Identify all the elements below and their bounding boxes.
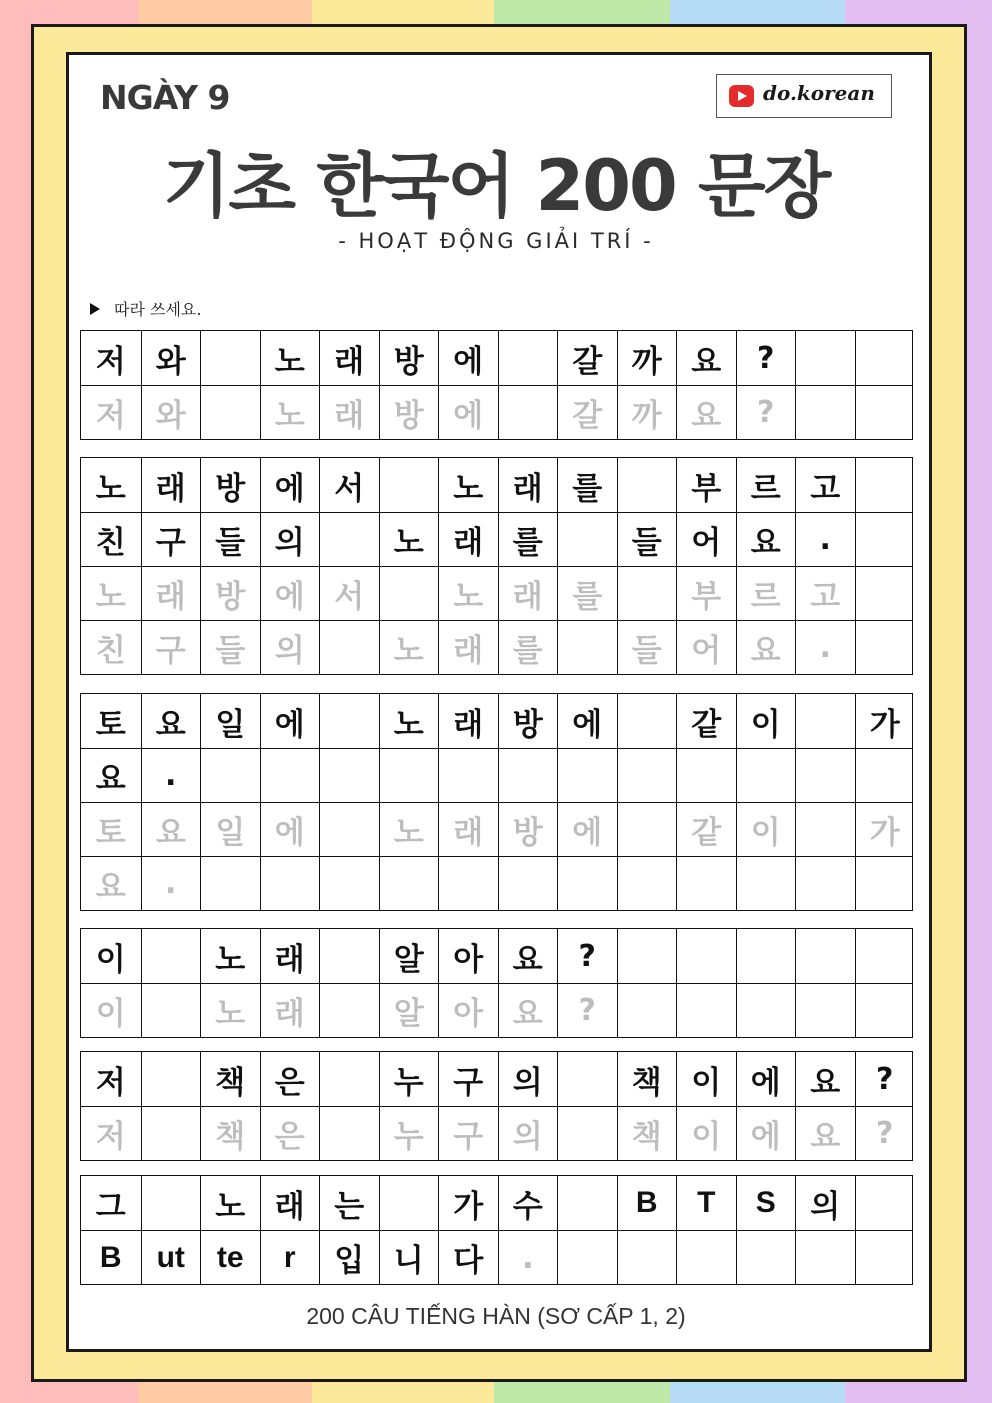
model-cell: . bbox=[141, 749, 201, 802]
model-cell: 래 bbox=[319, 331, 379, 385]
trace-cell[interactable]: 노 bbox=[438, 567, 498, 620]
trace-cell[interactable]: ? bbox=[557, 984, 617, 1037]
trace-cell[interactable]: 이 bbox=[736, 803, 796, 856]
trace-cell[interactable]: 래 bbox=[141, 567, 201, 620]
model-cell bbox=[855, 1176, 915, 1230]
model-cell bbox=[557, 513, 617, 566]
trace-cell[interactable]: 요 bbox=[498, 984, 558, 1037]
model-cell: 토 bbox=[95, 706, 126, 743]
model-cell bbox=[557, 1176, 617, 1230]
trace-cell[interactable]: 책 bbox=[200, 1107, 260, 1160]
model-cell: T bbox=[676, 1176, 736, 1230]
model-cell bbox=[141, 1052, 201, 1106]
model-cell bbox=[795, 749, 855, 802]
model-cell: 같 bbox=[676, 694, 736, 748]
trace-cell[interactable] bbox=[438, 857, 498, 910]
trace-cell[interactable]: 노 bbox=[200, 984, 260, 1037]
trace-cell[interactable]: 방 bbox=[200, 567, 260, 620]
model-cell: 노 bbox=[200, 929, 260, 983]
model-cell: 요 bbox=[498, 929, 558, 983]
model-cell: 에 bbox=[557, 694, 617, 748]
model-cell bbox=[141, 1176, 201, 1230]
trace-cell[interactable]: 에 bbox=[260, 567, 320, 620]
instruction bbox=[90, 297, 201, 320]
model-cell: ? bbox=[855, 1052, 915, 1106]
trace-cell[interactable]: 에 bbox=[736, 1107, 796, 1160]
model-row bbox=[81, 458, 912, 512]
exercise-block bbox=[80, 457, 913, 675]
model-cell bbox=[676, 749, 736, 802]
trace-cell[interactable] bbox=[379, 567, 439, 620]
model-row bbox=[81, 748, 912, 802]
trace-row bbox=[81, 983, 912, 1037]
trace-cell[interactable] bbox=[855, 984, 915, 1037]
model-cell bbox=[557, 1052, 617, 1106]
model-cell bbox=[319, 749, 379, 802]
trace-cell[interactable] bbox=[855, 386, 915, 439]
model-row bbox=[81, 929, 912, 983]
model-cell: 를 bbox=[498, 513, 558, 566]
model-cell: . bbox=[795, 513, 855, 566]
trace-cell[interactable]: 일 bbox=[200, 803, 260, 856]
model-cell: ut bbox=[141, 1231, 201, 1284]
trace-cell[interactable]: 저 bbox=[95, 398, 126, 434]
model-cell bbox=[319, 694, 379, 748]
model-cell bbox=[379, 1176, 439, 1230]
trace-cell[interactable]: 래 bbox=[438, 803, 498, 856]
trace-cell[interactable] bbox=[319, 803, 379, 856]
model-cell: 요 bbox=[95, 761, 126, 797]
trace-cell[interactable]: 를 bbox=[557, 567, 617, 620]
model-cell: 다 bbox=[438, 1231, 498, 1284]
model-cell: 가 bbox=[438, 1176, 498, 1230]
model-cell: 서 bbox=[319, 458, 379, 512]
model-cell: 방 bbox=[498, 694, 558, 748]
model-cell: 래 bbox=[438, 513, 498, 566]
model-cell bbox=[557, 749, 617, 802]
model-cell: 저 bbox=[95, 343, 126, 380]
model-cell: 노 bbox=[260, 331, 320, 385]
model-cell: 책 bbox=[200, 1052, 260, 1106]
trace-cell[interactable]: 노 bbox=[379, 803, 439, 856]
model-row bbox=[81, 1230, 912, 1284]
model-cell: ? bbox=[557, 929, 617, 983]
model-cell: 니 bbox=[379, 1231, 439, 1284]
model-cell bbox=[617, 929, 677, 983]
trace-cell[interactable] bbox=[498, 386, 558, 439]
trace-cell[interactable]: 누 bbox=[379, 1107, 439, 1160]
trace-cell[interactable] bbox=[319, 621, 379, 674]
channel-badge[interactable] bbox=[716, 74, 892, 118]
trace-cell[interactable]: 를 bbox=[498, 621, 558, 674]
trace-cell[interactable] bbox=[795, 857, 855, 910]
exercise-block bbox=[80, 330, 913, 440]
model-cell bbox=[379, 749, 439, 802]
trace-cell[interactable]: ? bbox=[855, 1107, 915, 1160]
trace-cell: . bbox=[498, 1231, 558, 1284]
model-cell: 방 bbox=[379, 331, 439, 385]
model-cell bbox=[736, 929, 796, 983]
trace-cell[interactable]: 가 bbox=[855, 803, 915, 856]
exercise-block bbox=[80, 1175, 913, 1285]
exercise-block bbox=[80, 1051, 913, 1161]
model-cell: 래 bbox=[438, 694, 498, 748]
trace-cell[interactable]: 이 bbox=[676, 1107, 736, 1160]
model-cell: 노 bbox=[438, 458, 498, 512]
trace-cell[interactable]: 에 bbox=[557, 803, 617, 856]
model-cell bbox=[498, 331, 558, 385]
trace-cell[interactable] bbox=[617, 857, 677, 910]
model-cell bbox=[855, 929, 915, 983]
model-row bbox=[81, 512, 912, 566]
model-cell: 이 bbox=[676, 1052, 736, 1106]
trace-row bbox=[81, 802, 912, 856]
trace-cell[interactable] bbox=[319, 984, 379, 1037]
trace-cell[interactable]: 부 bbox=[676, 567, 736, 620]
trace-cell[interactable]: 서 bbox=[319, 567, 379, 620]
trace-cell[interactable]: 노 bbox=[95, 579, 126, 615]
trace-cell[interactable] bbox=[557, 1107, 617, 1160]
model-cell: 갈 bbox=[557, 331, 617, 385]
trace-cell[interactable]: 방 bbox=[379, 386, 439, 439]
model-cell bbox=[855, 513, 915, 566]
model-cell: 요 bbox=[795, 1052, 855, 1106]
trace-cell[interactable]: 요 bbox=[95, 869, 126, 905]
model-cell: 고 bbox=[795, 458, 855, 512]
model-cell: 의 bbox=[498, 1052, 558, 1106]
trace-cell[interactable]: 같 bbox=[676, 803, 736, 856]
trace-cell[interactable]: 고 bbox=[795, 567, 855, 620]
trace-cell[interactable]: 이 bbox=[95, 996, 126, 1032]
trace-cell[interactable]: 노 bbox=[379, 621, 439, 674]
model-cell: 입 bbox=[319, 1231, 379, 1284]
trace-cell[interactable] bbox=[379, 857, 439, 910]
trace-cell[interactable]: . bbox=[795, 621, 855, 674]
model-cell bbox=[379, 458, 439, 512]
trace-cell[interactable]: 책 bbox=[617, 1107, 677, 1160]
model-cell: 래 bbox=[141, 458, 201, 512]
model-cell: 노 bbox=[200, 1176, 260, 1230]
model-cell bbox=[855, 331, 915, 385]
trace-cell[interactable] bbox=[736, 857, 796, 910]
footer-caption: 200 CÂU TIẾNG HÀN (SƠ CẤP 1, 2) bbox=[306, 1303, 686, 1329]
trace-cell[interactable]: 요 bbox=[141, 803, 201, 856]
instruction-text: 따라 쓰세요. bbox=[114, 300, 202, 319]
model-cell bbox=[736, 1231, 796, 1284]
model-cell bbox=[855, 749, 915, 802]
model-cell bbox=[319, 929, 379, 983]
exercise-block bbox=[80, 693, 913, 911]
trace-cell[interactable] bbox=[200, 386, 260, 439]
channel-name: do.korean bbox=[763, 81, 875, 105]
model-cell bbox=[617, 694, 677, 748]
model-cell bbox=[260, 749, 320, 802]
model-cell: 까 bbox=[617, 331, 677, 385]
model-cell bbox=[498, 749, 558, 802]
model-row bbox=[81, 1052, 912, 1106]
model-cell bbox=[617, 458, 677, 512]
model-cell: 를 bbox=[557, 458, 617, 512]
trace-cell[interactable] bbox=[557, 857, 617, 910]
model-cell: 래 bbox=[498, 458, 558, 512]
trace-cell[interactable]: 방 bbox=[498, 803, 558, 856]
model-cell bbox=[676, 1231, 736, 1284]
model-cell bbox=[795, 929, 855, 983]
trace-cell[interactable]: 토 bbox=[95, 815, 126, 851]
trace-cell[interactable]: 알 bbox=[379, 984, 439, 1037]
trace-cell[interactable]: 들 bbox=[200, 621, 260, 674]
trace-cell[interactable] bbox=[676, 984, 736, 1037]
model-cell bbox=[736, 749, 796, 802]
trace-cell[interactable] bbox=[141, 984, 201, 1037]
trace-cell[interactable]: 까 bbox=[617, 386, 677, 439]
model-cell bbox=[617, 1231, 677, 1284]
model-cell: 요 bbox=[676, 331, 736, 385]
model-cell: 의 bbox=[795, 1176, 855, 1230]
trace-cell[interactable] bbox=[557, 621, 617, 674]
model-cell: te bbox=[200, 1231, 260, 1284]
model-cell: 부 bbox=[676, 458, 736, 512]
model-cell: 에 bbox=[438, 331, 498, 385]
trace-cell[interactable]: 저 bbox=[95, 1119, 126, 1155]
model-cell bbox=[795, 1231, 855, 1284]
trace-cell[interactable]: 래 bbox=[319, 386, 379, 439]
trace-cell[interactable]: 노 bbox=[260, 386, 320, 439]
model-cell: 요 bbox=[141, 694, 201, 748]
model-cell: 구 bbox=[141, 513, 201, 566]
trace-cell[interactable]: 에 bbox=[260, 803, 320, 856]
model-cell bbox=[319, 1052, 379, 1106]
model-row bbox=[81, 1176, 912, 1230]
model-cell: B bbox=[617, 1176, 677, 1230]
model-cell bbox=[617, 749, 677, 802]
trace-row bbox=[81, 620, 912, 674]
model-cell: 친 bbox=[95, 525, 126, 561]
model-cell: 들 bbox=[200, 513, 260, 566]
model-cell: 아 bbox=[438, 929, 498, 983]
model-cell: 그 bbox=[95, 1188, 126, 1225]
model-cell: 에 bbox=[260, 694, 320, 748]
model-cell bbox=[200, 331, 260, 385]
trace-row bbox=[81, 856, 912, 910]
model-cell: 누 bbox=[379, 1052, 439, 1106]
trace-cell[interactable] bbox=[795, 803, 855, 856]
model-cell: 구 bbox=[438, 1052, 498, 1106]
model-cell: 에 bbox=[736, 1052, 796, 1106]
model-cell: 노 bbox=[95, 470, 126, 507]
page-title: 기초 한국어 200 문장 bbox=[162, 145, 830, 227]
trace-cell[interactable]: 구 bbox=[141, 621, 201, 674]
trace-cell[interactable]: 래 bbox=[498, 567, 558, 620]
trace-cell[interactable] bbox=[200, 857, 260, 910]
model-cell: 요 bbox=[736, 513, 796, 566]
model-cell: 알 bbox=[379, 929, 439, 983]
model-cell bbox=[855, 1231, 915, 1284]
model-cell: S bbox=[736, 1176, 796, 1230]
trace-cell[interactable]: 르 bbox=[736, 567, 796, 620]
trace-cell[interactable]: 친 bbox=[95, 633, 126, 669]
trace-cell[interactable]: 에 bbox=[438, 386, 498, 439]
model-cell: 와 bbox=[141, 331, 201, 385]
model-cell: 들 bbox=[617, 513, 677, 566]
model-cell: 는 bbox=[319, 1176, 379, 1230]
trace-cell[interactable]: 요 bbox=[676, 386, 736, 439]
trace-cell[interactable] bbox=[319, 1107, 379, 1160]
trace-cell[interactable] bbox=[736, 984, 796, 1037]
trace-cell[interactable] bbox=[795, 386, 855, 439]
model-cell: B bbox=[99, 1240, 122, 1274]
trace-cell[interactable] bbox=[855, 567, 915, 620]
model-cell bbox=[200, 749, 260, 802]
model-cell: 어 bbox=[676, 513, 736, 566]
trace-cell[interactable]: 래 bbox=[260, 984, 320, 1037]
model-cell: r bbox=[260, 1231, 320, 1284]
model-cell: 일 bbox=[200, 694, 260, 748]
trace-cell[interactable] bbox=[855, 621, 915, 674]
model-row bbox=[81, 331, 912, 385]
trace-cell[interactable]: 요 bbox=[795, 1107, 855, 1160]
page-subtitle: - HOẠT ĐỘNG GIẢI TRÍ - bbox=[338, 229, 654, 253]
model-cell: 래 bbox=[260, 1176, 320, 1230]
trace-cell[interactable]: 와 bbox=[141, 386, 201, 439]
trace-cell[interactable]: 의 bbox=[498, 1107, 558, 1160]
trace-cell[interactable]: 구 bbox=[438, 1107, 498, 1160]
trace-cell[interactable] bbox=[676, 857, 736, 910]
model-row bbox=[81, 694, 912, 748]
trace-cell[interactable]: 어 bbox=[676, 621, 736, 674]
trace-cell[interactable]: 들 bbox=[617, 621, 677, 674]
model-cell bbox=[438, 749, 498, 802]
model-cell: 의 bbox=[260, 513, 320, 566]
model-cell: 책 bbox=[617, 1052, 677, 1106]
model-cell: 가 bbox=[855, 694, 915, 748]
model-cell: ? bbox=[736, 331, 796, 385]
trace-cell[interactable]: 은 bbox=[260, 1107, 320, 1160]
trace-cell[interactable] bbox=[855, 857, 915, 910]
trace-cell[interactable]: 요 bbox=[736, 621, 796, 674]
day-label: NGÀY 9 bbox=[100, 78, 230, 117]
model-cell bbox=[141, 929, 201, 983]
trace-cell[interactable] bbox=[795, 984, 855, 1037]
trace-row bbox=[81, 385, 912, 439]
trace-cell[interactable]: . bbox=[141, 857, 201, 910]
trace-cell[interactable]: 아 bbox=[438, 984, 498, 1037]
play-triangle-icon bbox=[90, 303, 100, 315]
trace-cell[interactable] bbox=[260, 857, 320, 910]
trace-row bbox=[81, 1106, 912, 1160]
trace-row bbox=[81, 566, 912, 620]
model-cell: 이 bbox=[736, 694, 796, 748]
model-cell bbox=[855, 458, 915, 512]
trace-cell[interactable] bbox=[617, 567, 677, 620]
model-cell bbox=[676, 929, 736, 983]
trace-cell[interactable] bbox=[617, 984, 677, 1037]
model-cell bbox=[557, 1231, 617, 1284]
trace-cell[interactable] bbox=[498, 857, 558, 910]
youtube-icon bbox=[729, 85, 754, 107]
model-cell: 래 bbox=[260, 929, 320, 983]
model-cell: 노 bbox=[379, 513, 439, 566]
model-cell bbox=[795, 331, 855, 385]
model-cell bbox=[319, 513, 379, 566]
model-cell: 이 bbox=[95, 941, 126, 978]
exercise-block bbox=[80, 928, 913, 1038]
trace-cell[interactable]: ? bbox=[736, 386, 796, 439]
model-cell: 은 bbox=[260, 1052, 320, 1106]
model-cell: 수 bbox=[498, 1176, 558, 1230]
trace-cell[interactable]: 의 bbox=[260, 621, 320, 674]
model-cell: 방 bbox=[200, 458, 260, 512]
model-cell: 르 bbox=[736, 458, 796, 512]
trace-cell[interactable]: 래 bbox=[438, 621, 498, 674]
model-cell: 에 bbox=[260, 458, 320, 512]
model-cell: 저 bbox=[95, 1064, 126, 1101]
trace-cell[interactable] bbox=[617, 803, 677, 856]
model-cell bbox=[795, 694, 855, 748]
model-cell: 노 bbox=[379, 694, 439, 748]
trace-cell[interactable] bbox=[141, 1107, 201, 1160]
trace-cell[interactable] bbox=[319, 857, 379, 910]
trace-cell[interactable]: 갈 bbox=[557, 386, 617, 439]
